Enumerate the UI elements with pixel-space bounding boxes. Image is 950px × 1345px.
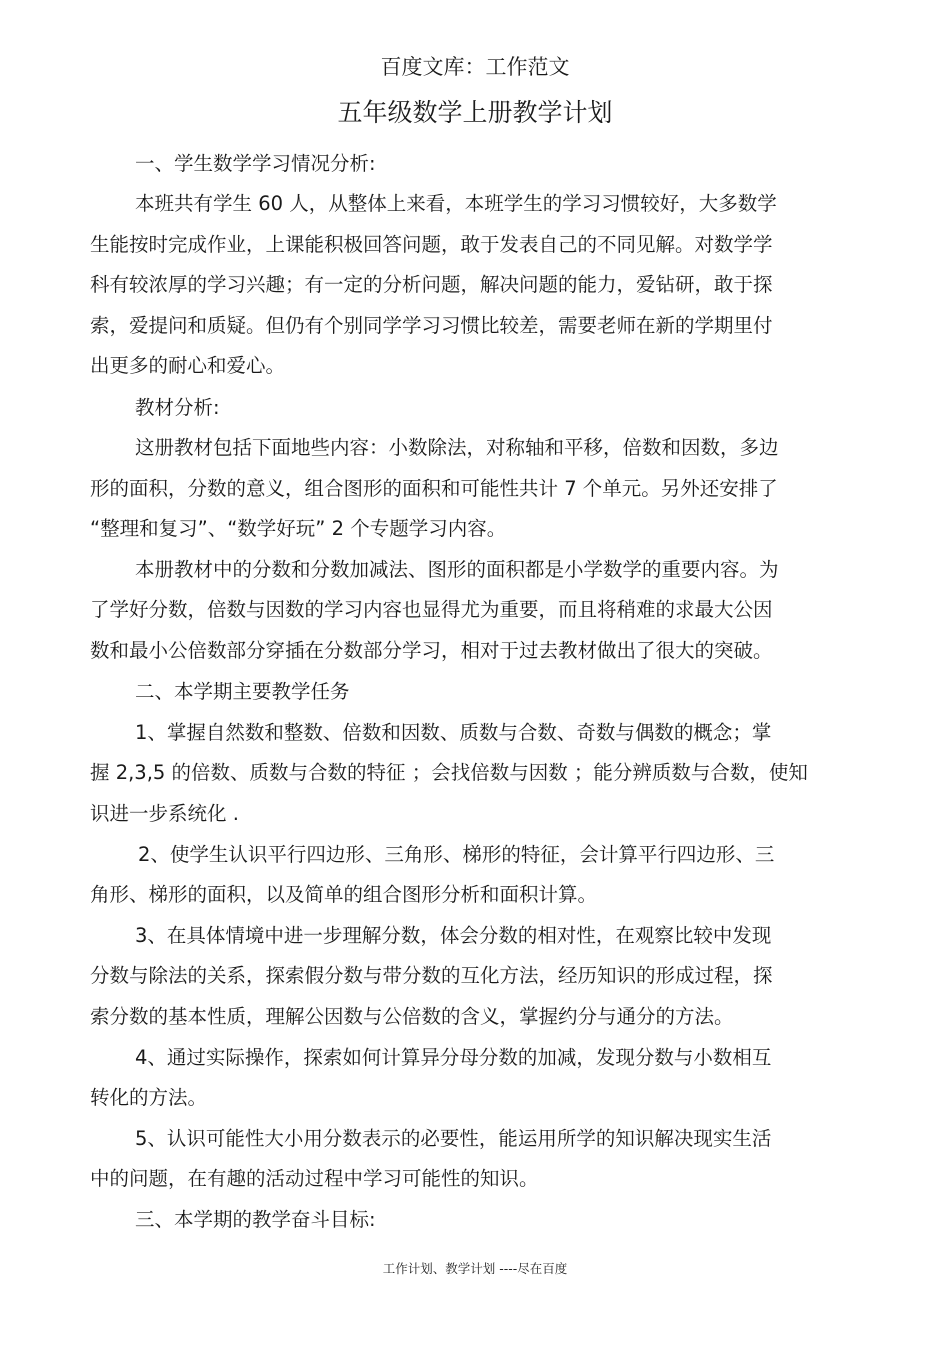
paragraph-line: 出更多的耐心和爱心。 bbox=[90, 354, 286, 377]
list-item-line: 转化的方法。 bbox=[90, 1086, 208, 1109]
list-item-line: 索分数的基本性质，理解公因数与公倍数的含义，掌握约分与通分的方法。 bbox=[90, 1005, 734, 1028]
paragraph-line: 科有较浓厚的学习兴趣；有一定的分析问题，解决问题的能力，爱钻研，敢于探 bbox=[90, 273, 773, 296]
paragraph-line: 这册教材包括下面地些内容：小数除法，对称轴和平移，倍数和因数，多边 bbox=[135, 436, 779, 459]
paragraph-line: “整理和复习”、“数学好玩” 2 个专题学习内容。 bbox=[90, 517, 507, 540]
list-item-line: 握 2,3,5 的倍数、质数与合数的特征 ；会找倍数与因数 ；能分辨质数与合数，使知 bbox=[90, 761, 808, 784]
paragraph-line: 索，爱提问和质疑。但仍有个别同学学习习惯比较差，需要老师在新的学期里付 bbox=[90, 314, 773, 337]
document-title: 五年级数学上册教学计划 bbox=[337, 98, 613, 127]
list-item-line: 识进一步系统化 . bbox=[90, 802, 239, 825]
paragraph-line: 数和最小公倍数部分穿插在分数部分学习，相对于过去教材做出了很大的突破。 bbox=[90, 639, 773, 662]
section-heading-1: 一、学生数学学习情况分析: bbox=[135, 152, 376, 175]
list-item-line: 1、掌握自然数和整数、倍数和因数、质数与合数、奇数与偶数的概念；掌 bbox=[135, 721, 772, 744]
section-heading-2: 二、本学期主要教学任务 bbox=[135, 680, 350, 703]
section-heading: 教材分析: bbox=[135, 396, 220, 419]
list-item-line: 中的问题，在有趣的活动过程中学习可能性的知识。 bbox=[90, 1167, 539, 1190]
page-header: 百度文库：工作范文 bbox=[380, 55, 570, 79]
paragraph-line: 本册教材中的分数和分数加减法、图形的面积都是小学数学的重要内容。为 bbox=[135, 558, 779, 581]
paragraph-line: 生能按时完成作业，上课能积极回答问题，敢于发表自己的不同见解。对数学学 bbox=[90, 233, 773, 256]
list-item-line: 角形、梯形的面积，以及简单的组合图形分析和面积计算。 bbox=[90, 883, 598, 906]
list-item-line: 5、认识可能性大小用分数表示的必要性，能运用所学的知识解决现实生活 bbox=[135, 1127, 772, 1150]
list-item-line: 分数与除法的关系，探索假分数与带分数的互化方法，经历知识的形成过程，探 bbox=[90, 964, 773, 987]
list-item-line: 3、在具体情境中进一步理解分数，体会分数的相对性，在观察比较中发现 bbox=[135, 924, 772, 947]
list-item-line: 2、使学生认识平行四边形、三角形、梯形的特征，会计算平行四边形、三 bbox=[138, 843, 775, 866]
paragraph-line: 形的面积，分数的意义，组合图形的面积和可能性共计 7 个单元。另外还安排了 bbox=[90, 477, 778, 500]
paragraph-line: 本班共有学生 60 人，从整体上来看，本班学生的学习习惯较好，大多数学 bbox=[135, 192, 777, 215]
paragraph-line: 了学好分数，倍数与因数的学习内容也显得尤为重要，而且将稍难的求最大公因 bbox=[90, 598, 773, 621]
page-footer: 工作计划、教学计划 ----尽在百度 bbox=[382, 1261, 568, 1276]
section-heading-3: 三、本学期的教学奋斗目标: bbox=[135, 1208, 376, 1231]
list-item-line: 4、通过实际操作，探索如何计算异分母分数的加减，发现分数与小数相互 bbox=[135, 1046, 772, 1069]
